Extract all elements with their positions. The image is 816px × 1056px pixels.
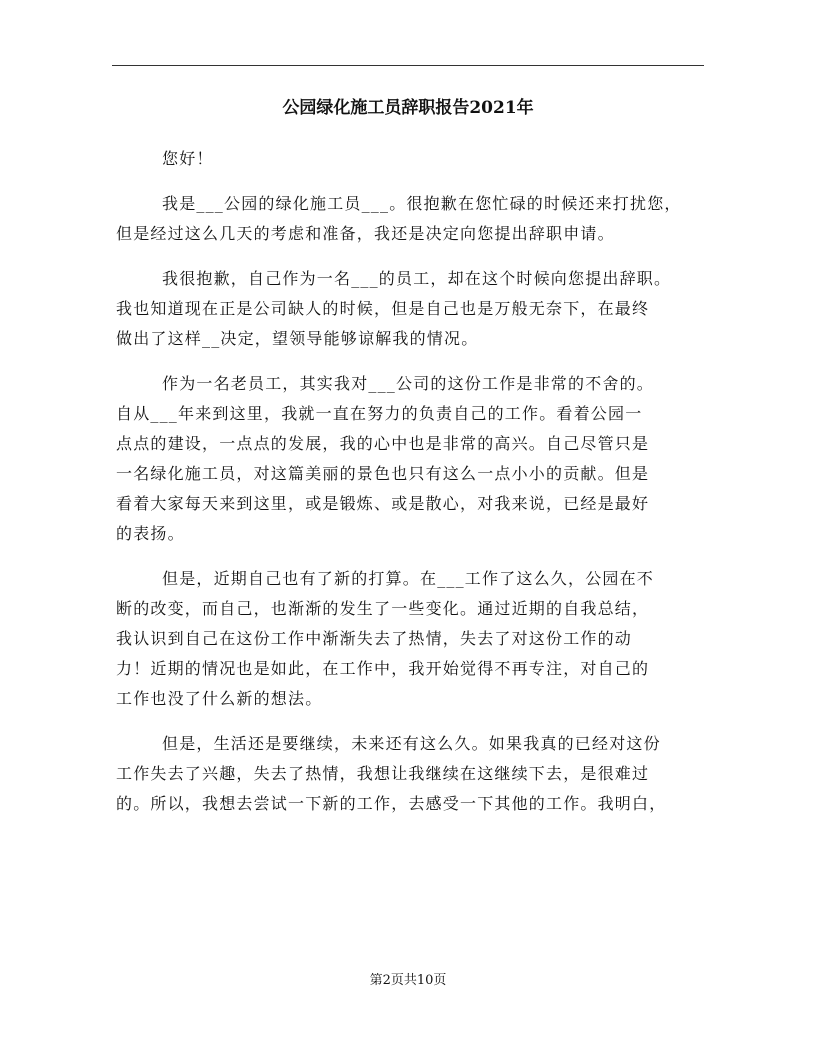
paragraph-line: 但是经过这么几天的考虑和准备，我还是决定向您提出辞职申请。	[116, 224, 615, 243]
header-rule	[112, 65, 704, 66]
paragraph-line: 断的改变，而自己，也渐渐的发生了一些变化。通过近期的自我总结，	[116, 599, 650, 618]
paragraph-line: 一名绿化施工员，对这篇美丽的景色也只有这么一点小小的贡献。但是	[116, 464, 650, 483]
paragraph-line: 但是，生活还是要继续，未来还有这么久。如果我真的已经对这份	[162, 734, 661, 753]
paragraph-line: 作为一名老员工，其实我对___公司的这份工作是非常的不舍的。	[162, 374, 655, 393]
document-body	[116, 144, 700, 834]
paragraph-line: 点点的建设，一点点的发展，我的心中也是非常的高兴。自己尽管只是	[116, 434, 650, 453]
paragraph-4	[116, 564, 700, 714]
paragraph-line: 力！近期的情况也是如此，在工作中，我开始觉得不再专注，对自己的	[116, 659, 650, 678]
paragraph-line: 但是，近期自己也有了新的打算。在___工作了这么久，公园在不	[162, 569, 655, 588]
paragraph-line: 的。所以，我想去尝试一下新的工作，去感受一下其他的工作。我明白，	[116, 794, 667, 813]
paragraph-line: 我是___公园的绿化施工员___。很抱歉在您忙碌的时候还来打扰您，	[162, 194, 682, 213]
paragraph-line: 工作失去了兴趣，失去了热情，我想让我继续在这继续下去，是很难过	[116, 764, 650, 783]
paragraph-line: 做出了这样__决定，望领导能够谅解我的情况。	[116, 329, 479, 348]
paragraph-3	[116, 369, 700, 549]
paragraph-1	[116, 189, 700, 249]
paragraph-line: 我也知道现在正是公司缺人的时候，但是自己也是万般无奈下，在最终	[116, 299, 650, 318]
paragraph-5	[116, 729, 700, 819]
paragraph-line: 自从___年来到这里，我就一直在努力的负责自己的工作。看着公园一	[116, 404, 643, 423]
paragraph-line: 工作也没了什么新的想法。	[116, 689, 323, 708]
paragraph-line: 我认识到自己在这份工作中渐渐失去了热情，失去了对这份工作的动	[116, 629, 633, 648]
greeting: 您好！	[162, 149, 214, 168]
document-title: 公园绿化施工员辞职报告2021年	[282, 98, 534, 118]
paragraph-line: 我很抱歉，自己作为一名___的员工，却在这个时候向您提出辞职。	[162, 269, 672, 288]
paragraph-2	[116, 264, 700, 354]
paragraph-line: 看着大家每天来到这里，或是锻炼、或是散心，对我来说，已经是最好	[116, 494, 650, 513]
page-number: 第2页共10页	[369, 973, 447, 988]
paragraph-line: 的表扬。	[116, 524, 185, 543]
